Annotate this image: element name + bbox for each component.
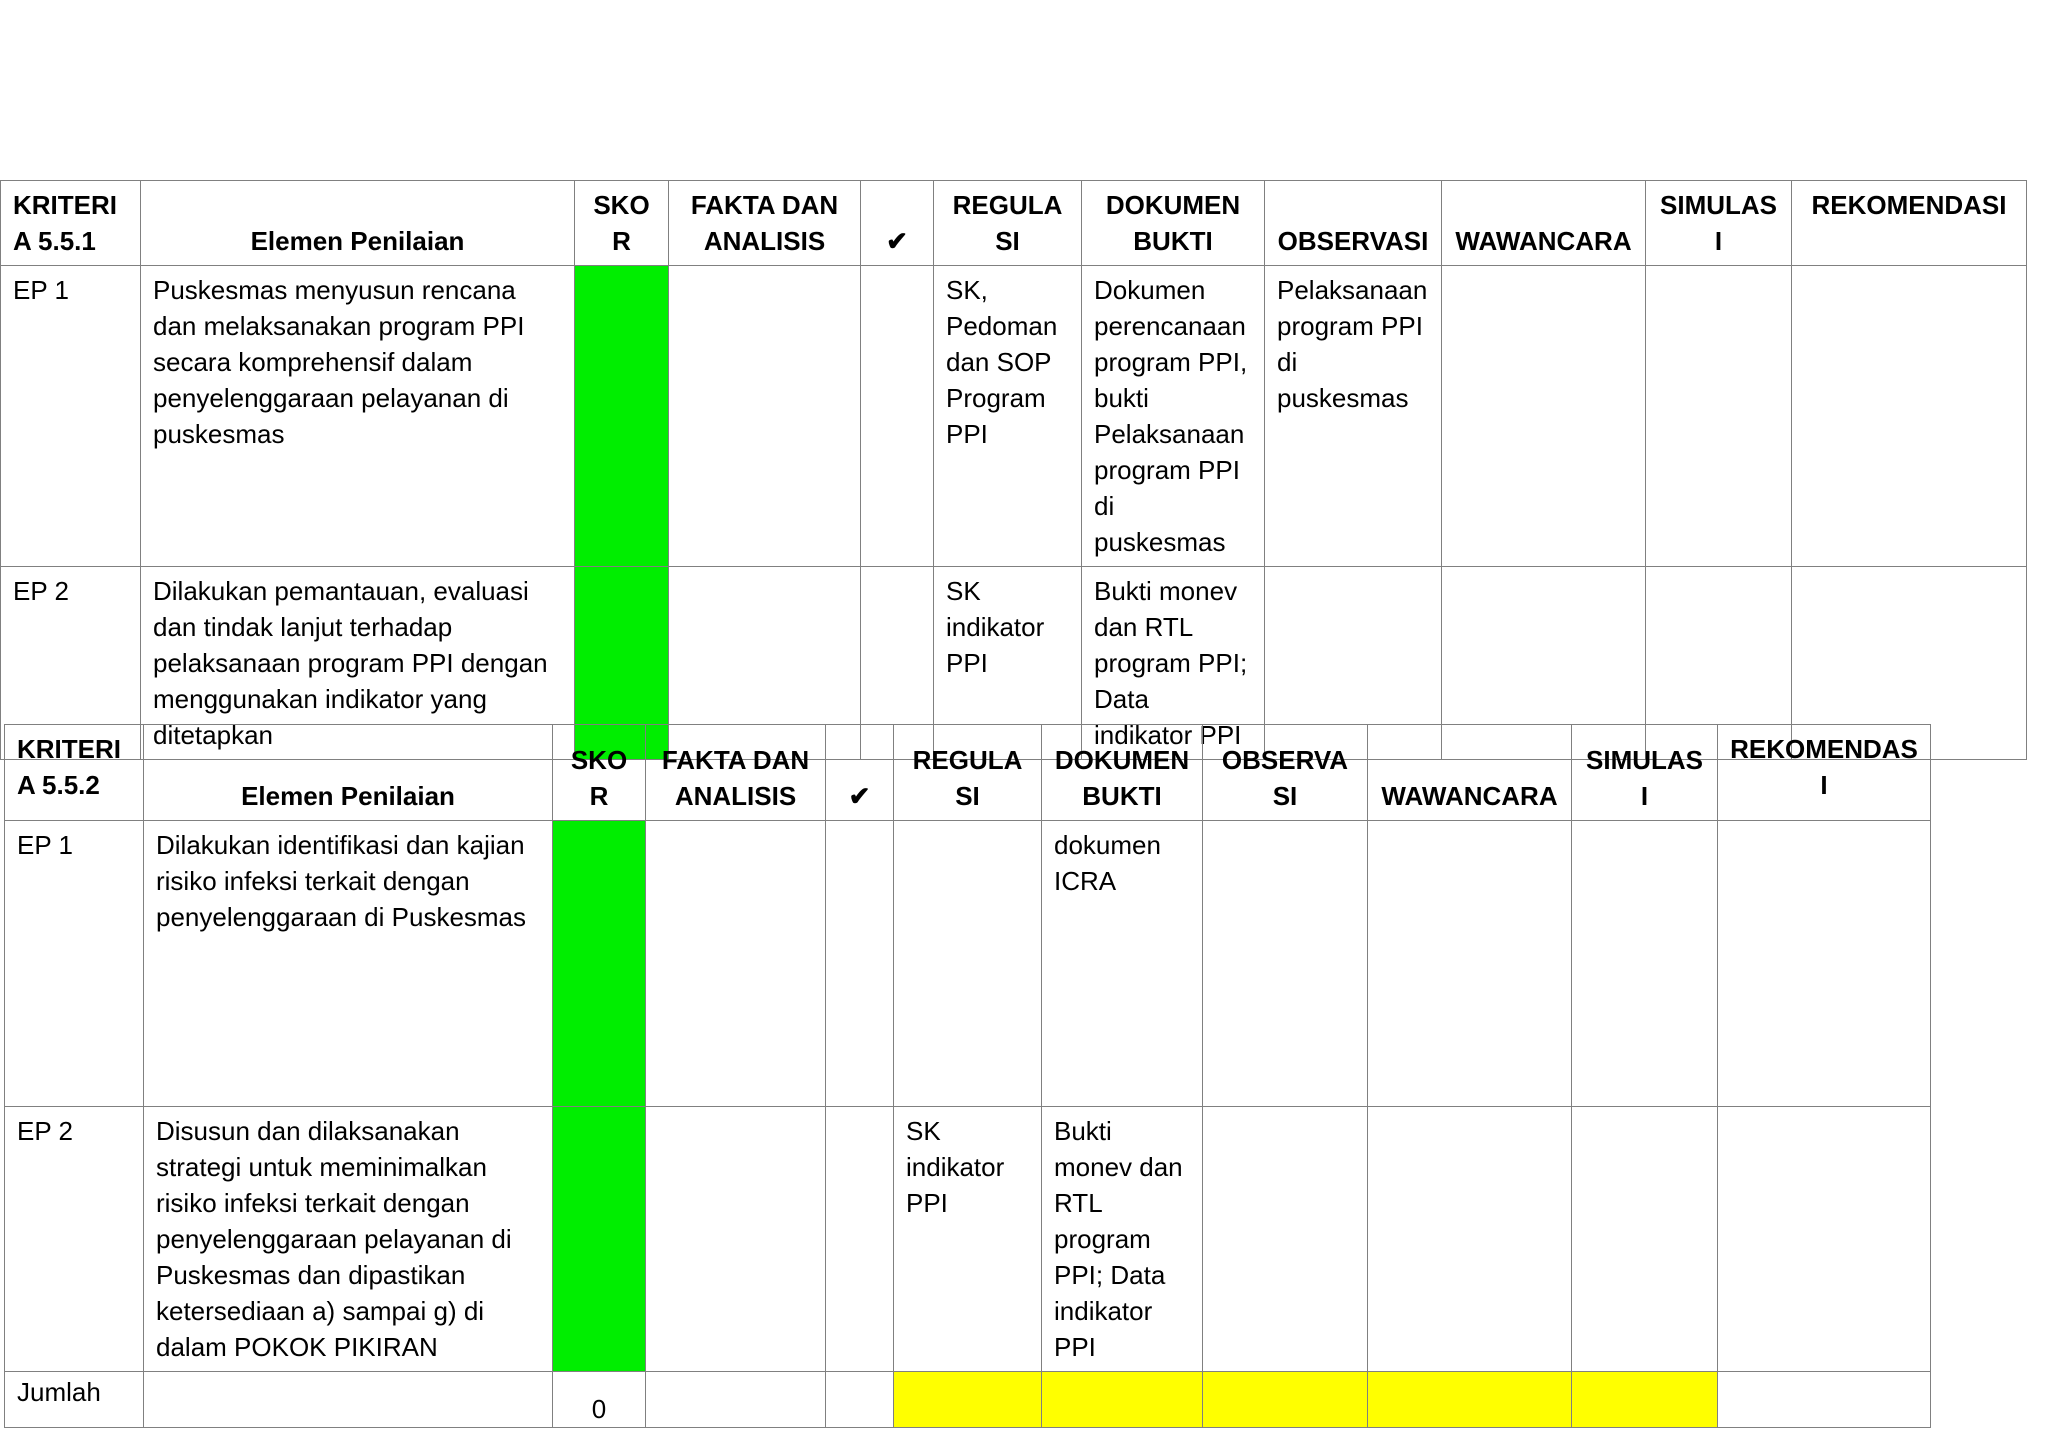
dokumen-text: dokumen ICRA [1042, 821, 1203, 1107]
dokumen-text: Bukti monev dan RTL program PPI; Data indikator PPI [1042, 1107, 1203, 1372]
jumlah-dokumen-cell [1042, 1372, 1203, 1428]
regulasi-header: REGULASI [934, 181, 1082, 266]
skor-cell[interactable] [553, 1107, 646, 1372]
rekomendasi-cell[interactable] [1792, 266, 2027, 567]
jumlah-skor-value: 0 [553, 1372, 646, 1428]
jumlah-elemen-cell [144, 1372, 553, 1428]
jumlah-rekomendasi-cell [1718, 1372, 1931, 1428]
wawancara-cell[interactable] [1442, 266, 1646, 567]
jumlah-fakta-cell [646, 1372, 826, 1428]
dokumen-text: Dokumen perencanaan program PPI, bukti Pelaksanaan program PPI di puskesmas [1082, 266, 1265, 567]
regulasi-text [894, 821, 1042, 1107]
table-row [1, 266, 2027, 567]
observasi-header: OBSERVASI [1203, 725, 1368, 821]
ep-label: EP 2 [5, 1107, 144, 1372]
ep-label: EP 1 [5, 821, 144, 1107]
jumlah-row [5, 1372, 1931, 1428]
simulasi-cell[interactable] [1572, 1107, 1718, 1372]
skor-header: SKOR [575, 181, 669, 266]
skor-cell[interactable] [553, 821, 646, 1107]
elemen-header: Elemen Penilaian [141, 181, 575, 266]
observasi-text [1203, 1107, 1368, 1372]
dokumen-header: DOKUMEN BUKTI [1042, 725, 1203, 821]
table-row [5, 1107, 1931, 1372]
observasi-header: OBSERVASI [1265, 181, 1442, 266]
jumlah-wawancara-cell [1368, 1372, 1572, 1428]
fakta-cell[interactable] [669, 266, 861, 567]
fakta-header: FAKTA DAN ANALISIS [669, 181, 861, 266]
regulasi-text: SK indikator PPI [934, 567, 1082, 760]
elemen-text: Puskesmas menyusun rencana dan melaksanakan program PPI secara komprehensif dalam penyelenggaraan pelayanan di puskesmas [141, 266, 575, 567]
simulasi-header: SIMULASI [1572, 725, 1718, 821]
kriteria-5-5-1-table [0, 180, 2027, 760]
jumlah-regulasi-cell [894, 1372, 1042, 1428]
rekomendasi-cell[interactable] [1718, 1107, 1931, 1372]
ep-label: EP 2 [1, 567, 141, 760]
kriteria-header: KRITERIA 5.5.1 [1, 181, 141, 266]
rekomendasi-header: REKOMENDASI [1718, 725, 1931, 821]
header-row [5, 725, 1931, 821]
fakta-cell[interactable] [646, 1107, 826, 1372]
rekomendasi-cell[interactable] [1718, 821, 1931, 1107]
regulasi-header: REGULASI [894, 725, 1042, 821]
jumlah-label: Jumlah [5, 1372, 144, 1428]
elemen-text: Disusun dan dilaksanakan strategi untuk meminimalkan risiko infeksi terkait dengan penyelenggaraan pelayanan di Puskesmas dan dipastikan ketersediaan a) sampai g) di dalam POKOK PIKIRAN [144, 1107, 553, 1372]
fakta-header: FAKTA DAN ANALISIS [646, 725, 826, 821]
skor-cell[interactable] [575, 266, 669, 567]
dokumen-text: Bukti monev dan RTL program PPI; Data indikator PPI [1082, 567, 1265, 760]
wawancara-cell[interactable] [1368, 1107, 1572, 1372]
observasi-text: Pelaksanaan program PPI di puskesmas [1265, 266, 1442, 567]
jumlah-observasi-cell [1203, 1372, 1368, 1428]
fakta-cell[interactable] [646, 821, 826, 1107]
header-row [1, 181, 2027, 266]
check-cell[interactable] [826, 821, 894, 1107]
jumlah-simulasi-cell [1572, 1372, 1718, 1428]
elemen-header: Elemen Penilaian [144, 725, 553, 821]
elemen-text: Dilakukan pemantauan, evaluasi dan tindak lanjut terhadap pelaksanaan program PPI dengan menggunakan indikator yang ditetapkan [141, 567, 575, 760]
wawancara-cell[interactable] [1368, 821, 1572, 1107]
elemen-text: Dilakukan identifikasi dan kajian risiko infeksi terkait dengan penyelenggaraan di Puskesmas [144, 821, 553, 1107]
check-icon: ✔ [826, 725, 894, 821]
skor-header: SKOR [553, 725, 646, 821]
wawancara-header: WAWANCARA [1442, 181, 1646, 266]
kriteria-header: KRITERIA 5.5.2 [5, 725, 144, 821]
regulasi-text: SK indikator PPI [894, 1107, 1042, 1372]
kriteria-5-5-2-table [4, 724, 1931, 1428]
table-row [5, 821, 1931, 1107]
check-icon: ✔ [861, 181, 934, 266]
ep-label: EP 1 [1, 266, 141, 567]
observasi-text [1203, 821, 1368, 1107]
dokumen-header: DOKUMEN BUKTI [1082, 181, 1265, 266]
simulasi-cell[interactable] [1646, 266, 1792, 567]
rekomendasi-header: REKOMENDASI [1792, 181, 2027, 266]
check-cell[interactable] [861, 266, 934, 567]
simulasi-header: SIMULASI [1646, 181, 1792, 266]
wawancara-header: WAWANCARA [1368, 725, 1572, 821]
simulasi-cell[interactable] [1572, 821, 1718, 1107]
regulasi-text: SK, Pedoman dan SOP Program PPI [934, 266, 1082, 567]
jumlah-check-cell [826, 1372, 894, 1428]
check-cell[interactable] [826, 1107, 894, 1372]
